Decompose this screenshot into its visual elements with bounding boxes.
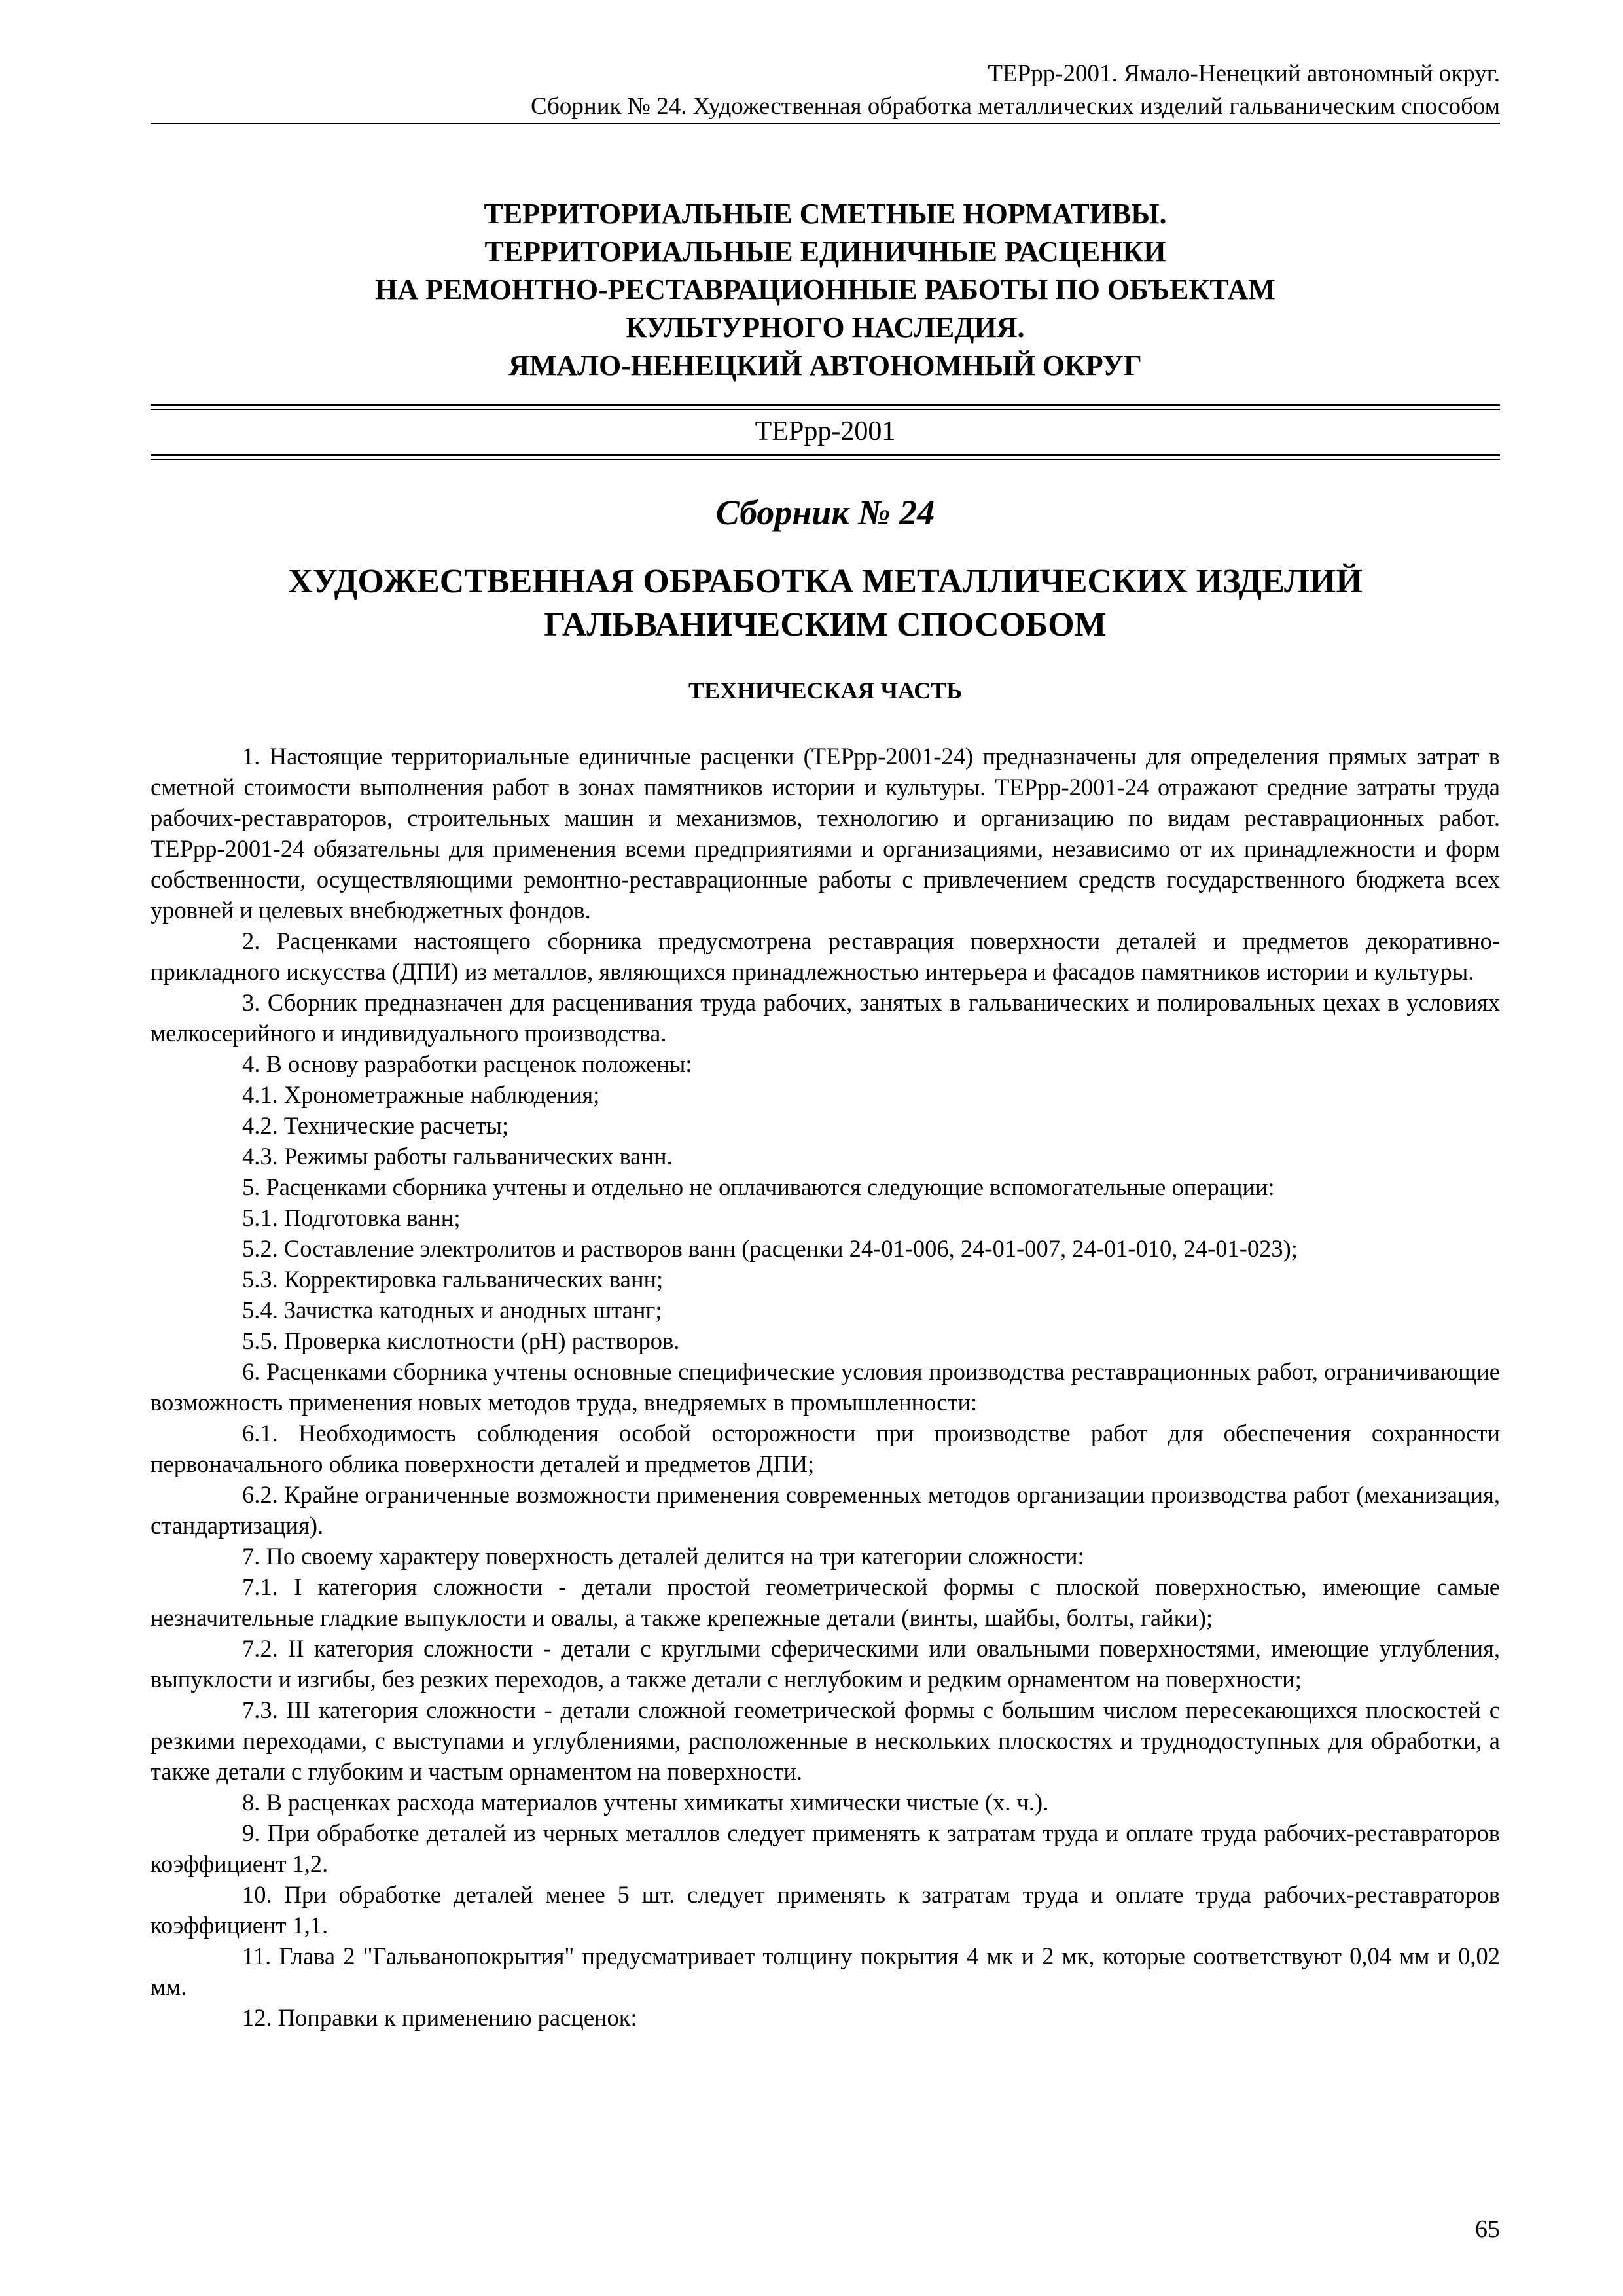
title-line: ТЕРРИТОРИАЛЬНЫЕ СМЕТНЫЕ НОРМАТИВЫ. [484,198,1167,230]
title-line: ЯМАЛО-НЕНЕЦКИЙ АВТОНОМНЫЙ ОКРУГ [508,350,1142,382]
title-double-rule-bottom [151,454,1500,460]
section-title-line: ГАЛЬВАНИЧЕСКИМ СПОСОБОМ [544,606,1107,643]
paragraph: 5.3. Корректировка гальванических ванн; [242,1266,664,1293]
paragraph: 5.5. Проверка кислотности (pH) растворов. [242,1327,680,1354]
title-line: КУЛЬТУРНОГО НАСЛЕДИЯ. [626,312,1025,344]
paragraph: 7.3. III категория сложности - детали сложной геометрической формы с большим числом пересекающихся плоскостей с резкими переходами, с выступами и углублениями, расположенные в нескольких плоскостях и труднодоступных для обработки, а также детали с глубоким и частым орнаментом на поверхности. [151,1696,1500,1785]
paragraph: 7.2. II категория сложности - детали с круглыми сферическими или овальными поверхностями, имеющие углубления, выпуклости и изгибы, без резких переходов, а также детали с неглубоким и редким орнаментом на поверхности; [151,1635,1500,1693]
paragraph: 3. Сборник предназначен для расценивания труда рабочих, занятых в гальванических и полировальных цехах в условиях мелкосерийного и индивидуального производства. [151,989,1500,1047]
paragraph: 7.1. I категория сложности - детали простой геометрической формы с плоской поверхностью, имеющие самые незначительные гладкие выпуклости и овалы, а также крепежные детали (винты, шайбы, болты, гайки); [151,1573,1500,1631]
paragraph: 6.1. Необходимость соблюдения особой осторожности при производстве работ для обеспечения сохранности первоначального облика поверхности деталей и предметов ДПИ; [151,1420,1500,1477]
header-divider [151,123,1500,124]
paragraph: 4.2. Технические расчеты; [242,1112,509,1139]
running-header-line-1: ТЕРрр-2001. Ямало-Ненецкий автономный округ. [988,60,1500,87]
title-line: НА РЕМОНТНО-РЕСТАВРАЦИОННЫЕ РАБОТЫ ПО ОБЪЕКТАМ [375,274,1275,306]
paragraph: 10. При обработке деталей менее 5 шт. следует применять к затратам труда и оплате труда рабочих-реставраторов коэффициент 1,1. [151,1881,1500,1939]
paragraph: 2. Расценками настоящего сборника предусмотрена реставрация поверхности деталей и предметов декоративно-прикладного искусства (ДПИ) из металлов, являющихся принадлежностью интерьера и фасадов памятников истории и культуры. [151,927,1500,985]
paragraph: 4.1. Хронометражные наблюдения; [242,1081,600,1108]
paragraph: 5.2. Составление электролитов и растворов ванн (расценки 24-01-006, 24-01-007, 24-01-010, 24-01-023); [242,1235,1298,1262]
paragraph: 11. Глава 2 "Гальванопокрытия" предусматривает толщину покрытия 4 мк и 2 мк, которые соответствуют 0,04 мм и 0,02 мм. [151,1943,1500,2000]
paragraph: 5.1. Подготовка ванн; [242,1204,461,1231]
paragraph: 8. В расценках расхода материалов учтены химикаты химически чистые (х. ч.). [242,1789,1049,1816]
paragraph: 6.2. Крайне ограниченные возможности применения современных методов организации производства работ (механизация, стандартизация). [151,1481,1500,1539]
body-text [151,741,1500,2033]
paragraph: 7. По своему характеру поверхность деталей делится на три категории сложности: [242,1543,1084,1570]
paragraph: 9. При обработке деталей из черных металлов следует применять к затратам труда и оплате труда рабочих-реставраторов коэффициент 1,2. [151,1820,1500,1877]
document-title [151,195,1500,385]
paragraph: 1. Настоящие территориальные единичные расценки (ТЕРрр-2001-24) предназначены для определения прямых затрат в сметной стоимости выполнения работ в зонах памятников истории и культуры. ТЕРрр-2001-24 отражают средние затраты труда рабочих-реставраторов, строительных машин и механизмов, технологию и организацию по видам реставрационных работ. ТЕРрр-2001-24 обязательны для применения всеми предприятиями и организациями, независимо от их принадлежности и форм собственности, осуществляющими ремонтно-реставрационные работы с привлечением средств государственного бюджета всех уровней и целевых внебюджетных фондов. [151,743,1500,924]
paragraph: 4.3. Режимы работы гальванических ванн. [242,1143,673,1170]
paragraph: 4. В основу разработки расценок положены: [242,1050,692,1077]
title-line: ТЕРРИТОРИАЛЬНЫЕ ЕДИНИЧНЫЕ РАСЦЕНКИ [484,236,1166,268]
running-header-line-2: Сборник № 24. Художественная обработка металлических изделий гальваническим способом [530,93,1500,120]
part-title: ТЕХНИЧЕСКАЯ ЧАСТЬ [688,677,962,704]
collection-title: Сборник № 24 [715,493,935,532]
title-double-rule-top [151,404,1500,410]
section-title-line: ХУДОЖЕСТВЕННАЯ ОБРАБОТКА МЕТАЛЛИЧЕСКИХ ИЗДЕЛИЙ [288,563,1363,600]
document-code: ТЕРрр-2001 [755,416,896,446]
paragraph: 5. Расценками сборника учтены и отдельно не оплачиваются следующие вспомогательные операции: [242,1174,1275,1200]
page-number: 65 [1475,2215,1500,2243]
paragraph: 5.4. Зачистка катодных и анодных штанг; [242,1297,662,1323]
section-title [151,560,1500,647]
paragraph: 6. Расценками сборника учтены основные специфические условия производства реставрационных работ, ограничивающие возможность применения новых методов труда, внедряемых в промышленности: [151,1358,1500,1416]
running-header [151,58,1500,123]
paragraph: 12. Поправки к применению расценок: [242,2004,637,2031]
